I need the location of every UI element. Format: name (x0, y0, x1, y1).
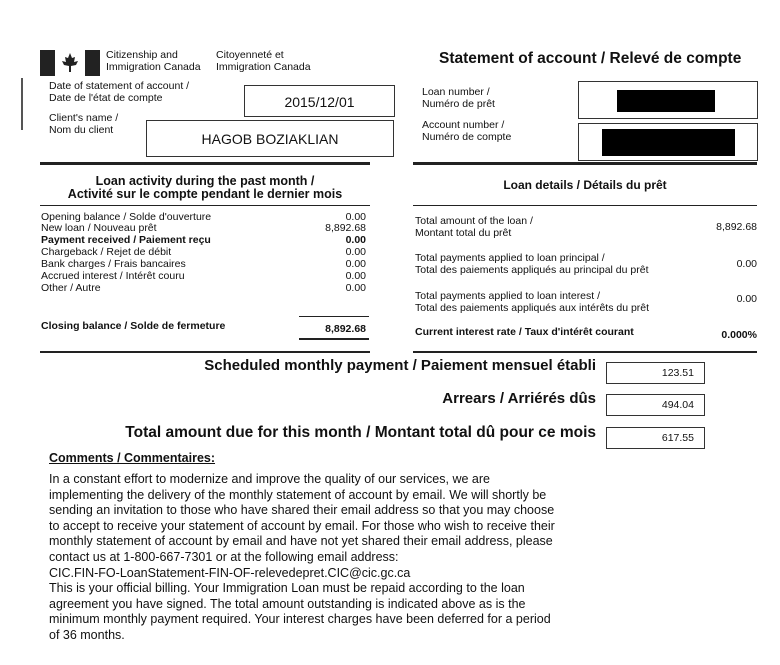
loan-details-title-underline (413, 205, 757, 206)
scan-artifact (21, 78, 23, 130)
comment-line: minimum monthly payment required. Your interest charges have been deferred for a period (49, 612, 551, 627)
interest-label-en: Total payments applied to loan interest / (415, 290, 601, 302)
account-number-label-en: Account number / (422, 119, 505, 131)
department-name-fr: Citoyenneté et Immigration Canada (216, 49, 311, 73)
summary-divider-right (413, 351, 757, 353)
activity-row-label: Other / Autre (41, 282, 101, 294)
principal-value: 0.00 (736, 258, 757, 270)
activity-row (41, 246, 366, 258)
loan-details-title: Loan details / Détails du prêt (503, 178, 667, 192)
total-loan-value: 8,892.68 (716, 221, 757, 233)
activity-row-value: 0.00 (345, 282, 366, 294)
arrears-value: 494.04 (661, 399, 694, 411)
activity-title-underline (40, 205, 370, 206)
date-value: 2015/12/01 (284, 94, 355, 110)
interest-rate-value: 0.000% (721, 329, 757, 341)
client-label-fr: Nom du client (49, 124, 114, 136)
comment-email: CIC.FIN-FO-LoanStatement-FIN-OF-relevedepret.CIC@cic.gc.ca (49, 565, 411, 580)
activity-row-value: 0.00 (345, 258, 366, 270)
interest-label-fr: Total des paiements appliqués aux intérêts du prêt (415, 302, 650, 314)
interest-value: 0.00 (736, 293, 757, 305)
statement-title: Statement of account / Relevé de compte (439, 50, 742, 67)
total-due-field (606, 427, 705, 449)
arrears-label: Arrears / Arriérés dûs (442, 390, 596, 407)
comment-line: contact us at 1-800-667-7301 or at the following email address: (49, 549, 399, 564)
loan-number-redaction (617, 90, 715, 112)
activity-row (41, 258, 366, 270)
interest-rate-label: Current interest rate / Taux d'intérêt courant (415, 326, 634, 338)
account-number-label-fr: Numéro de compte (422, 131, 512, 143)
comments-body (49, 472, 609, 644)
comment-line: of 36 months. (49, 627, 125, 642)
closing-balance-label: Closing balance / Solde de fermeture (41, 320, 226, 332)
activity-row-value: 0.00 (345, 234, 366, 246)
total-due-value: 617.55 (661, 432, 694, 444)
loan-number-field (578, 81, 758, 119)
comment-line: This is your official billing. Your Immigration Loan must be repaid according to the loan (49, 581, 525, 596)
scheduled-payment-field (606, 362, 705, 384)
comments-heading: Comments / Commentaires: (49, 451, 216, 465)
summary-divider-left (40, 351, 370, 353)
date-label-fr: Date de l'état de compte (49, 92, 163, 104)
activity-row-value: 0.00 (345, 246, 366, 258)
scheduled-payment-label: Scheduled monthly payment / Paiement mensuel établi (204, 357, 596, 374)
canada-flag-logo (40, 50, 100, 76)
activity-row-value: 0.00 (345, 211, 366, 223)
activity-row (41, 234, 366, 246)
comment-line: implementing the delivery of the monthly statement of account by email. We will shortly be (49, 487, 547, 502)
activity-row (41, 282, 366, 294)
activity-row-label: Chargeback / Rejet de débit (41, 246, 172, 258)
account-number-field (578, 123, 758, 161)
client-label-en: Client's name / (49, 112, 119, 124)
activity-row (41, 270, 366, 282)
comment-line: In a constant effort to modernize and improve the quality of our services, we are (49, 472, 490, 486)
comment-line: monthly statement of account by email and have not yet shared their email address, please (49, 534, 553, 549)
arrears-field (606, 394, 705, 416)
section-divider-right (413, 162, 757, 165)
loan-number-label-en: Loan number / (422, 86, 490, 98)
activity-title-fr: Activité sur le compte pendant le dernier mois (67, 187, 343, 201)
activity-row-value: 0.00 (345, 270, 366, 282)
closing-top-rule (299, 316, 369, 317)
date-field (244, 85, 395, 117)
comment-line: agreement you have signed. The total amount outstanding is indicated above as is the (49, 596, 526, 611)
activity-title-en: Loan activity during the past month / (95, 174, 315, 188)
department-name-en: Citizenship and Immigration Canada (106, 49, 201, 73)
loan-number-label-fr: Numéro de prêt (422, 98, 495, 110)
section-divider-left (40, 162, 370, 165)
activity-row-label: Bank charges / Frais bancaires (41, 258, 186, 270)
activity-row-label: New loan / Nouveau prêt (41, 222, 157, 234)
principal-label-fr: Total des paiements appliqués au principal du prêt (415, 264, 649, 276)
client-name-value: HAGOB BOZIAKLIAN (201, 131, 339, 147)
activity-row-value: 8,892.68 (325, 222, 366, 234)
principal-label-en: Total payments applied to loan principal / (415, 252, 605, 264)
scheduled-payment-value: 123.51 (661, 367, 694, 379)
closing-balance-value: 8,892.68 (325, 323, 366, 335)
activity-row-label: Accrued interest / Intérêt couru (41, 270, 185, 282)
total-loan-label-fr: Montant total du prêt (415, 227, 512, 239)
account-number-redaction (602, 129, 735, 156)
activity-row-label: Opening balance / Solde d'ouverture (41, 211, 212, 223)
activity-row (41, 222, 366, 234)
activity-row-label: Payment received / Paiement reçu (41, 234, 211, 246)
total-due-label: Total amount due for this month / Montant total dû pour ce mois (125, 424, 596, 441)
closing-bottom-rule (299, 338, 369, 340)
activity-rows (41, 211, 366, 301)
client-name-field (146, 120, 394, 157)
date-label-en: Date of statement of account / (49, 80, 190, 92)
comment-line: sending an invitation to those who have shared their email address so that you may choose (49, 503, 555, 518)
comment-line: to accept to receive your statement of account by email. For those who wish to receive their (49, 518, 555, 533)
total-loan-label-en: Total amount of the loan / (415, 215, 533, 227)
